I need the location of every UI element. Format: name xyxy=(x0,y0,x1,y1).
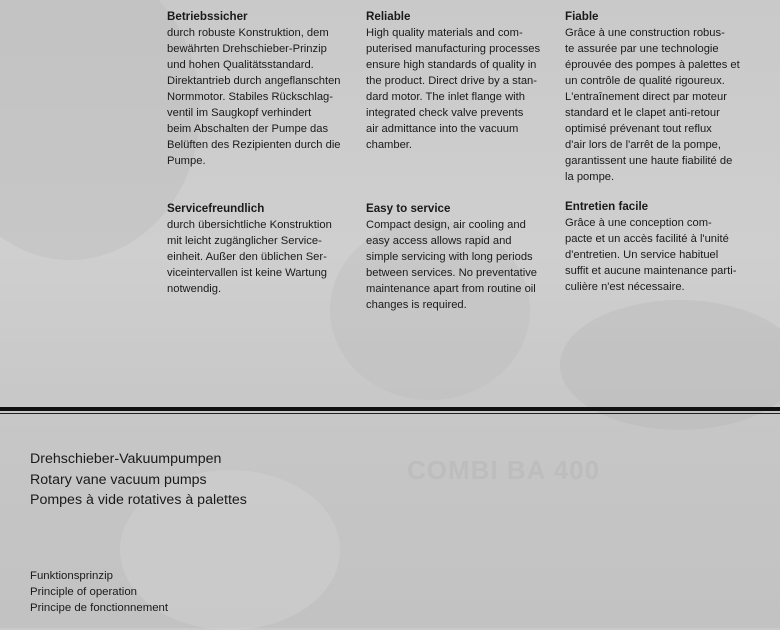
body-line: ventil im Saugkopf verhindert xyxy=(167,107,312,119)
body-line: standard et le clapet anti-retour xyxy=(565,107,720,119)
body-line: beim Abschalten der Pumpe das xyxy=(167,123,329,135)
section-heading: Entretien facile xyxy=(565,200,649,213)
page-title xyxy=(30,449,247,511)
section-reliable xyxy=(366,9,551,153)
subtitle-german: Funktionsprinzip xyxy=(30,570,113,582)
body-line: d'entretien. Un service habituel xyxy=(565,249,719,261)
body-line: viceintervallen ist keine Wartung xyxy=(167,267,328,279)
body-line: und hohen Qualitätsstandard. xyxy=(167,59,314,71)
body-line: mit leicht zugänglicher Service- xyxy=(167,235,322,247)
body-line: dard motor. The inlet flange with xyxy=(366,91,525,103)
body-line: durch robuste Konstruktion, dem xyxy=(167,27,329,39)
body-line: the product. Direct drive by a stan- xyxy=(366,75,537,87)
section-subtitle xyxy=(30,568,168,617)
body-line: Pumpe. xyxy=(167,155,206,167)
body-line: un contrôle de qualité rigoureux. xyxy=(565,75,725,87)
body-line: Direktantrieb durch angeflanschten xyxy=(167,75,341,87)
section-heading: Reliable xyxy=(366,10,411,23)
body-line: Grâce à une construction robus- xyxy=(565,27,725,39)
body-line: between services. No preventative xyxy=(366,267,538,279)
body-line: la pompe. xyxy=(565,171,615,183)
section-heading: Easy to service xyxy=(366,202,451,215)
body-line: Grâce à une conception com- xyxy=(565,217,712,229)
body-line: High quality materials and com- xyxy=(366,27,523,39)
body-line: Compact design, air cooling and xyxy=(366,219,526,231)
body-line: suffit et aucune maintenance parti- xyxy=(565,265,737,277)
body-line: changes is required. xyxy=(366,299,467,311)
section-easy-to-service xyxy=(366,201,551,313)
body-line: ensure high standards of quality in xyxy=(366,59,537,71)
body-line: simple servicing with long periods xyxy=(366,251,533,263)
body-line: bewährten Drehschieber-Prinzip xyxy=(167,43,327,55)
body-line: optimisé prévenant tout reflux xyxy=(565,123,712,135)
body-line: integrated check valve prevents xyxy=(366,107,524,119)
body-line: notwendig. xyxy=(167,283,222,295)
section-heading: Betriebssicher xyxy=(167,10,248,23)
title-english: Rotary vane vacuum pumps xyxy=(30,471,207,488)
divider-thick xyxy=(0,407,780,411)
divider-thin xyxy=(0,413,780,414)
section-heading: Fiable xyxy=(565,10,599,23)
body-line: d'air lors de l'arrêt de la pompe, xyxy=(565,139,722,151)
body-line: Normmotor. Stabiles Rückschlag- xyxy=(167,91,334,103)
section-servicefreundlich xyxy=(167,201,352,297)
body-line: air admittance into the vacuum xyxy=(366,123,519,135)
body-line: durch übersichtliche Konstruktion xyxy=(167,219,332,231)
product-watermark: COMBI BA 400 xyxy=(407,455,601,485)
body-line: L'entraînement direct par moteur xyxy=(565,91,727,103)
body-line: garantissent une haute fiabilité de xyxy=(565,155,733,167)
title-french: Pompes à vide rotatives à palettes xyxy=(30,492,247,508)
body-line: einheit. Außer den üblichen Ser- xyxy=(167,251,327,263)
section-betriebssicher xyxy=(167,9,352,169)
body-line: Belüften des Rezipienten durch die xyxy=(167,139,341,151)
body-line: te assurée par une technologie xyxy=(565,43,719,55)
body-line: maintenance apart from routine oil xyxy=(366,283,536,295)
title-german: Drehschieber-Vakuumpumpen xyxy=(30,451,222,467)
section-entretien-facile xyxy=(565,199,770,295)
subtitle-french: Principe de fonctionnement xyxy=(30,602,169,615)
section-heading: Servicefreundlich xyxy=(167,202,265,215)
body-line: éprouvée des pompes à palettes et xyxy=(565,59,740,71)
body-line: chamber. xyxy=(366,139,413,151)
body-line: pacte et un accès facilité à l'unité xyxy=(565,233,729,245)
body-line: easy access allows rapid and xyxy=(366,235,512,247)
body-line: puterised manufacturing processes xyxy=(366,43,541,55)
body-line: culière n'est nécessaire. xyxy=(565,281,685,293)
section-fiable xyxy=(565,9,770,185)
subtitle-english: Principle of operation xyxy=(30,586,138,599)
